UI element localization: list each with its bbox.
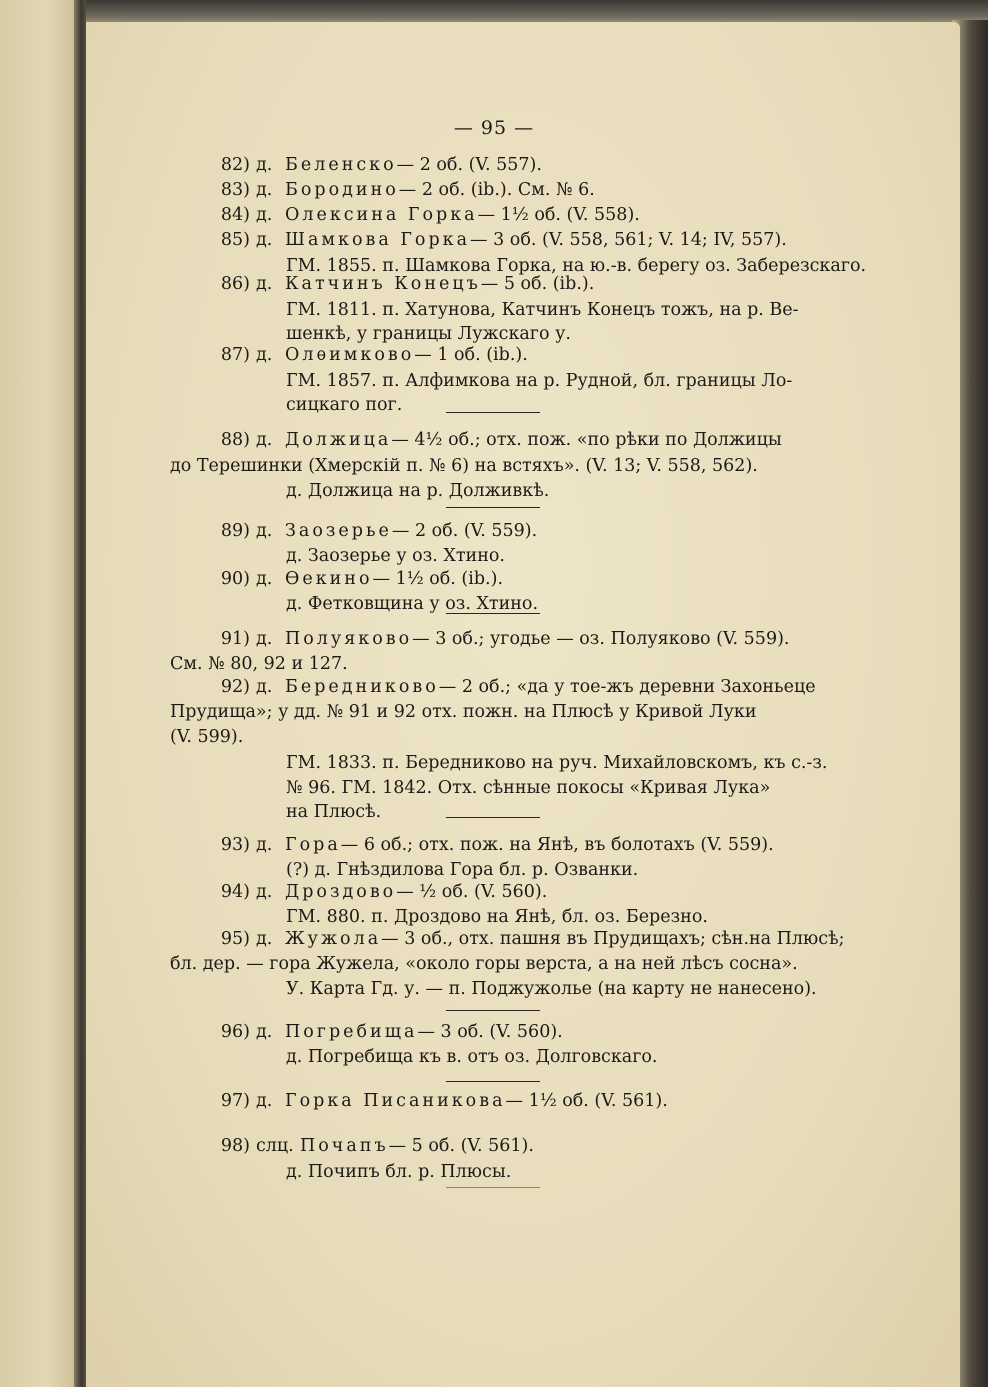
entry-headline <box>285 179 595 201</box>
entry-details: — 2 об. (V. 559). <box>391 521 538 541</box>
section-divider <box>446 1187 540 1188</box>
place-name: Жужола <box>285 929 382 949</box>
entry-number: 86) <box>220 274 250 294</box>
entry-type-abbr: д. <box>256 835 273 855</box>
entry-note: ГМ. 1855. п. Шамкова Горка, на ю.-в. берегу оз. Заберезскаго. <box>286 256 867 276</box>
entry-details: — 2 об. (ib.). См. № 6. <box>398 180 595 200</box>
entry-headline <box>285 1021 563 1043</box>
entry-details: — 4½ об.; отх. пож. «по рѣки по Должицы <box>391 430 782 450</box>
entry-type-abbr: д. <box>256 430 273 450</box>
entry-continuation: бл. дер. — гора Жужела, «около горы верста, а на ней лѣсъ сосна». <box>170 954 798 974</box>
entry-details: — 2 об. (V. 557). <box>396 155 542 175</box>
entry-headline <box>285 1090 668 1112</box>
entry-number: 94) <box>220 882 250 902</box>
entry-headline <box>285 520 537 542</box>
entry-number: 98) <box>220 1136 250 1156</box>
entry-headline <box>285 154 542 176</box>
entry-details: — 1½ об. (V. 561). <box>505 1091 668 1111</box>
entry-note: д. Фетковщина у оз. Хтино. <box>286 594 539 614</box>
entry-note: (?) д. Гнѣздилова Гора бл. р. Озванки. <box>286 860 639 880</box>
entry-details: — 5 об. (V. 561). <box>388 1136 534 1156</box>
entry-number: 90) <box>220 569 250 589</box>
entry-headline <box>285 204 640 226</box>
entry-type-abbr: д. <box>256 629 273 649</box>
section-divider <box>446 507 540 508</box>
page-number: — 95 — <box>453 117 535 139</box>
entry-continuation: до Терешинки (Хмерскій п. № 6) на встяхъ». (V. 13; V. 558, 562). <box>170 456 758 476</box>
entry-type-abbr: д. <box>256 230 273 250</box>
entry-headline <box>300 1135 534 1157</box>
place-name: Горка Писаникова <box>285 1091 506 1111</box>
entry-number: 84) <box>220 205 250 225</box>
entry-headline <box>285 676 816 698</box>
place-name: Беленско <box>285 155 397 175</box>
entry-details: — 3 об. (V. 558, 561; V. 14; IV, 557). <box>470 230 787 250</box>
entry-note: № 96. ГМ. 1842. Отх. сѣнные покосы «Кривая Лука» <box>286 778 771 798</box>
entry-type-abbr: д. <box>256 1091 273 1111</box>
entry-headline <box>285 881 547 903</box>
section-divider <box>446 613 540 614</box>
place-name: Гора <box>285 835 341 855</box>
entry-headline <box>285 429 782 451</box>
entry-note: ГМ. 880. п. Дроздово на Янѣ, бл. оз. Березно. <box>286 907 708 927</box>
entry-note: д. Почипъ бл. р. Плюсы. <box>286 1162 512 1182</box>
entry-continuation: См. № 80, 92 и 127. <box>170 654 348 674</box>
place-name: Бородино <box>285 180 399 200</box>
entry-details: — 1½ об. (ib.). <box>372 569 504 589</box>
entry-note: сицкаго пог. <box>286 395 403 415</box>
entry-note: д. Погребища къ в. отъ оз. Долговскаго. <box>286 1047 658 1067</box>
entry-headline <box>285 628 789 650</box>
entry-details: — ½ об. (V. 560). <box>396 882 548 902</box>
entry-type-abbr: д. <box>256 882 273 902</box>
place-name: Ѳекино <box>285 569 373 589</box>
entry-note: У. Карта Гд. у. — п. Поджужолье (на карту не нанесено). <box>286 979 817 999</box>
section-divider <box>446 1010 540 1011</box>
entry-number: 92) <box>220 677 250 697</box>
entry-number: 85) <box>220 230 250 250</box>
entry-note: д. Должица на р. Долживкѣ. <box>286 481 550 501</box>
entry-type-abbr: д. <box>256 274 273 294</box>
entry-headline <box>285 229 787 251</box>
entry-note: ГМ. 1857. п. Алфимкова на р. Рудной, бл. границы Ло- <box>286 371 793 391</box>
place-name: Почапъ <box>300 1136 389 1156</box>
entry-type-abbr: д. <box>256 155 273 175</box>
entry-note: на Плюсѣ. <box>286 802 382 822</box>
entry-number: 93) <box>220 835 250 855</box>
entry-details: — 5 об. (ib.). <box>480 274 595 294</box>
entry-type-abbr: слц. <box>256 1136 294 1156</box>
entry-headline <box>285 344 528 366</box>
entry-continuation: Прудища»; у дд. № 91 и 92 отх. пожн. на Плюсѣ у Кривой Луки <box>170 702 757 722</box>
entry-details: — 3 об., отх. пашня въ Прудищахъ; сѣн.на Плюсѣ; <box>381 929 845 949</box>
entry-details: — 1½ об. (V. 558). <box>477 205 640 225</box>
entry-number: 83) <box>220 180 250 200</box>
entry-details: — 3 об.; угодье — оз. Полуяково (V. 559). <box>412 629 790 649</box>
section-divider <box>446 817 540 818</box>
entry-type-abbr: д. <box>256 521 273 541</box>
entry-type-abbr: д. <box>256 1022 273 1042</box>
place-name: Должица <box>285 430 392 450</box>
entry-headline <box>285 834 774 856</box>
entry-type-abbr: д. <box>256 929 273 949</box>
place-name: Дроздово <box>285 882 397 902</box>
entry-number: 89) <box>220 521 250 541</box>
place-name: Полуяково <box>285 629 413 649</box>
section-divider <box>446 412 540 413</box>
entry-type-abbr: д. <box>256 569 273 589</box>
entry-note: ГМ. 1833. п. Бередниково на руч. Михайловскомъ, къ с.-з. <box>286 753 828 773</box>
entry-type-abbr: д. <box>256 345 273 365</box>
place-name: Заозерье <box>285 521 392 541</box>
section-divider <box>446 1081 540 1082</box>
entry-number: 82) <box>220 155 250 175</box>
left-page-margin <box>0 0 78 1387</box>
entry-continuation: (V. 599). <box>170 727 244 747</box>
place-name: Бередниково <box>285 677 439 697</box>
entry-note: д. Заозерье у оз. Хтино. <box>286 546 505 566</box>
entry-details: — 1 об. (ib.). <box>414 345 528 365</box>
entry-details: — 6 об.; отх. пож. на Янѣ, въ болотахъ (V. 559). <box>340 835 774 855</box>
entry-number: 87) <box>220 345 250 365</box>
entry-type-abbr: д. <box>256 677 273 697</box>
place-name: Олексина Горка <box>285 205 478 225</box>
entry-type-abbr: д. <box>256 180 273 200</box>
entry-number: 88) <box>220 430 250 450</box>
entry-details: — 2 об.; «да у тое-жъ деревни Захоньеце <box>438 677 816 697</box>
place-name: Погребища <box>285 1022 418 1042</box>
entry-headline <box>285 273 594 295</box>
entry-number: 96) <box>220 1022 250 1042</box>
entry-headline <box>285 928 845 950</box>
entry-number: 91) <box>220 629 250 649</box>
entry-number: 95) <box>220 929 250 949</box>
place-name: Катчинъ Конецъ <box>285 274 481 294</box>
place-name: Шамкова Горка <box>285 230 471 250</box>
entry-number: 97) <box>220 1091 250 1111</box>
entry-type-abbr: д. <box>256 205 273 225</box>
entry-details: — 3 об. (V. 560). <box>417 1022 563 1042</box>
place-name: Олѳимково <box>285 345 415 365</box>
entry-note: шенкѣ, у границы Лужскаго у. <box>286 324 571 344</box>
entry-headline <box>285 568 503 590</box>
entry-note: ГМ. 1811. п. Хатунова, Катчинъ Конецъ тожъ, на р. Ве- <box>286 300 799 320</box>
